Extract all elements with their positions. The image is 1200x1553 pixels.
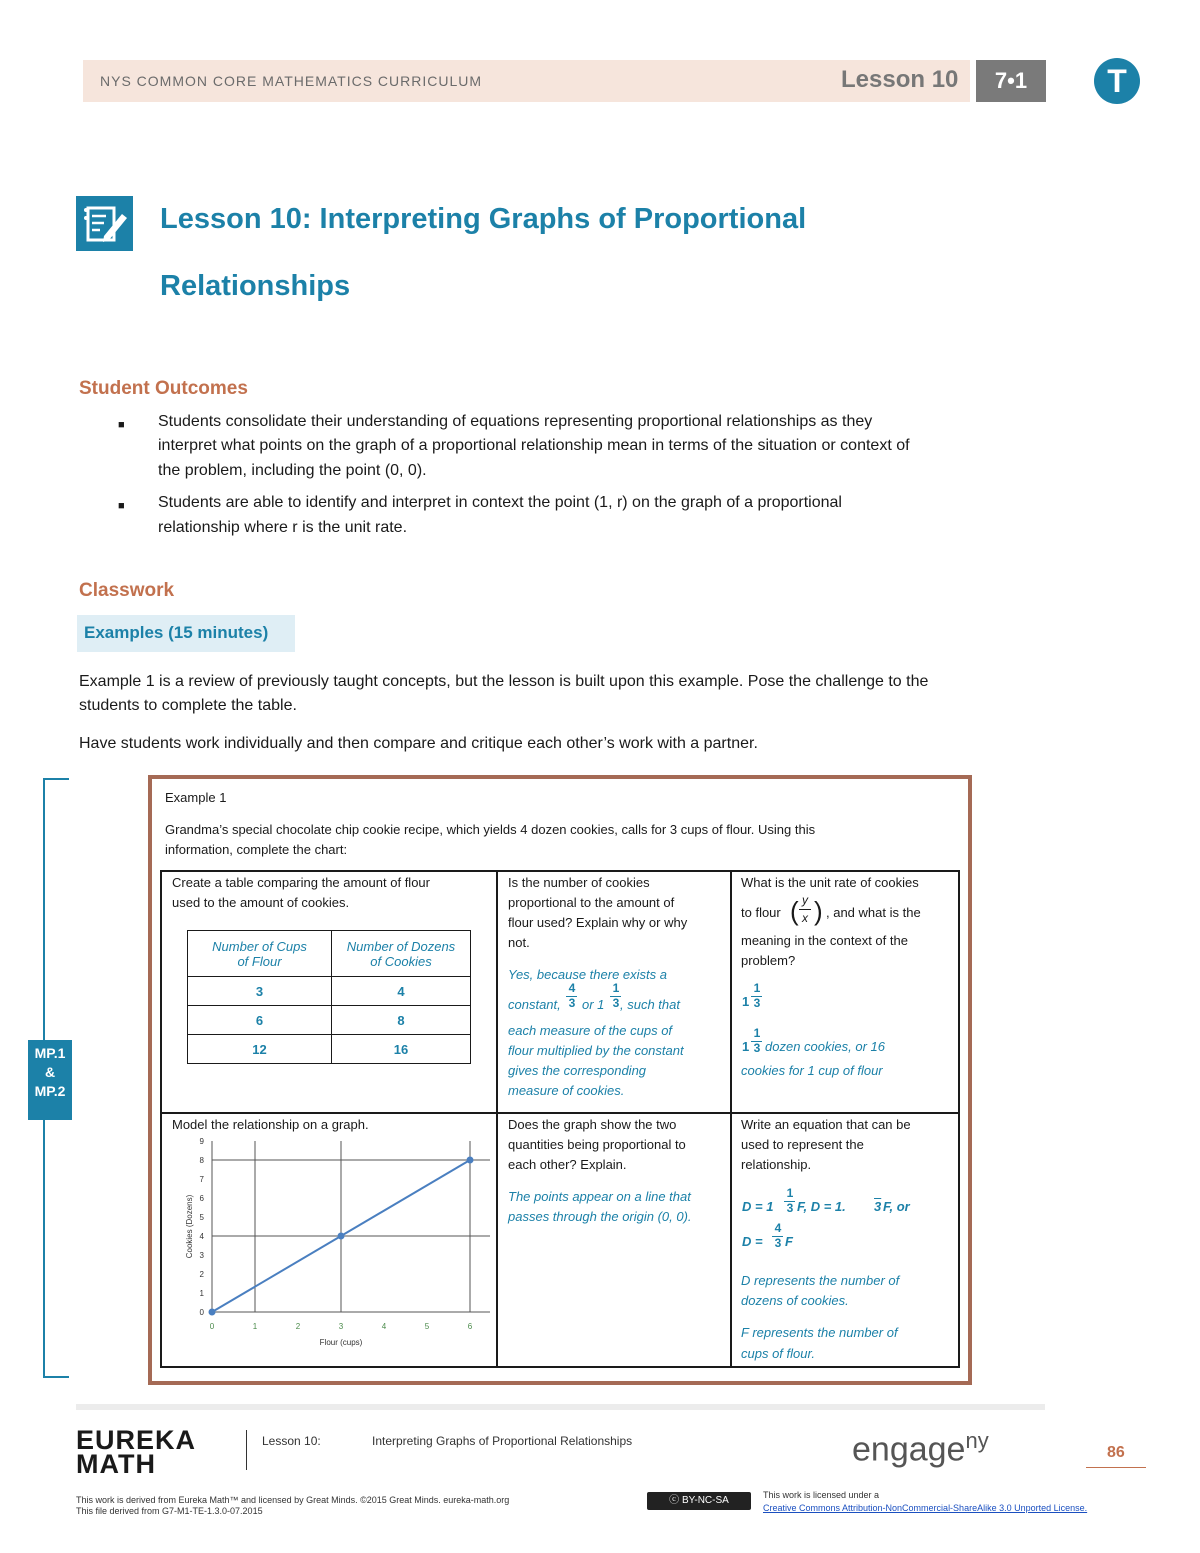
cell2-answer-line4: flour multiplied by the constant: [508, 1043, 684, 1058]
footer-lesson-label: Lesson 10:: [262, 1434, 321, 1448]
cell6-d-line1: D represents the number of: [741, 1273, 900, 1288]
cell4-prompt: Model the relationship on a graph.: [172, 1117, 369, 1132]
header-lesson: Lesson 10: [841, 66, 959, 93]
cell6-f-line1: F represents the number of: [741, 1325, 898, 1340]
cell5-question-line2: quantities being proportional to: [508, 1137, 686, 1152]
paren-left: (: [790, 896, 799, 926]
frac-numerator: 1: [612, 981, 620, 995]
cell3-answer-whole: 1: [742, 994, 750, 1009]
table-cell: 6: [188, 1006, 332, 1035]
equation1-part-c: F, or: [883, 1199, 910, 1214]
y-tick-label: 7: [199, 1175, 204, 1184]
lesson-title-line2: Relationships: [160, 270, 351, 302]
footer-divider: [246, 1430, 247, 1470]
classwork-para2: Have students work individually and then compare and critique each other’s work with a partner.: [79, 735, 758, 752]
cell3-question-line2b: , and what is the: [826, 905, 921, 920]
equation2-part-a: D =: [742, 1234, 763, 1249]
cell5-answer-line2: passes through the origin (0, 0).: [508, 1209, 692, 1224]
outcome-2-line2: relationship where r is the unit rate.: [158, 519, 408, 536]
mp-standards-badge: [28, 1040, 72, 1120]
classwork-para1-line2: students to complete the table.: [79, 697, 297, 714]
cell1-prompt-line1: Create a table comparing the amount of flour: [172, 875, 430, 890]
cell6-d-line2: dozens of cookies.: [741, 1293, 849, 1308]
mp-ampersand: &: [44, 1064, 56, 1080]
table-cell: 12: [188, 1035, 332, 1064]
table-header-cups: Number of Cups of Flour: [188, 931, 332, 977]
x-axis-label: Flour (cups): [319, 1338, 363, 1347]
derivation-note-line2: This file derived from G7-M1-TE-1.3.0-07.2015: [76, 1506, 263, 1516]
outcome-2-line1: Students are able to identify and interpret in context the point (1, r) on the graph of a proportional: [158, 494, 842, 511]
license-link[interactable]: Creative Commons Attribution-NonCommercial-ShareAlike 3.0 Unported License.: [763, 1503, 1088, 1513]
y-tick-label: 9: [199, 1137, 204, 1146]
example-label: Example 1: [165, 790, 227, 805]
x-tick-label: 0: [209, 1322, 215, 1331]
mp2-label: MP.2: [34, 1083, 66, 1099]
classwork-heading: Classwork: [79, 580, 175, 601]
x-tick-label: 4: [381, 1322, 387, 1331]
cell2-answer-line1: Yes, because there exists a: [508, 967, 667, 982]
grid-line: [730, 870, 732, 1368]
example-intro-line2: information, complete the chart:: [165, 842, 348, 857]
cell5-question-line1: Does the graph show the two: [508, 1117, 677, 1132]
equation1-part-b: F, D = 1.: [797, 1199, 846, 1214]
frac-denominator: 3: [568, 996, 576, 1010]
engage-ny-logo: engage$^{ny}$: [852, 1428, 989, 1469]
x-tick-label: 1: [252, 1322, 258, 1331]
license-note: This work is licensed under a: [763, 1490, 880, 1500]
footer-rule: [76, 1404, 1045, 1410]
mp1-label: MP.1: [34, 1045, 66, 1061]
y-tick-label: 8: [199, 1156, 204, 1165]
cell2-answer-line2a: constant,: [508, 997, 561, 1012]
y-tick-label: 5: [199, 1213, 204, 1222]
cell3-question-line3: meaning in the context of the: [741, 933, 908, 948]
frac-denominator: 3: [774, 1236, 782, 1250]
y-tick-label: 3: [199, 1251, 204, 1260]
outcome-1-line1: Students consolidate their understanding of equations representing proportional relationships as they: [158, 413, 873, 430]
x-tick-label: 2: [295, 1322, 301, 1331]
y-axis-label: Cookies (Dozens): [185, 1194, 194, 1259]
proportional-graph: [170, 1134, 495, 1352]
y-tick-label: 0: [199, 1308, 204, 1317]
cell1-prompt-line2: used to the amount of cookies.: [172, 895, 350, 910]
data-point: [209, 1309, 216, 1316]
cc-license-badge: ⓒ BY-NC-SA: [647, 1492, 751, 1510]
cell2-question-line1: Is the number of cookies: [508, 875, 650, 890]
frac-denominator: 3: [753, 996, 761, 1010]
table-cell: 8: [332, 1006, 471, 1035]
cell3-answer3: cookies for 1 cup of flour: [741, 1063, 883, 1078]
repeating-digit: 3: [874, 1199, 882, 1214]
equation2-part-b: F: [785, 1234, 793, 1249]
cell2-question-line3: flour used? Explain why or why: [508, 915, 688, 930]
lesson-notebook-icon: [76, 196, 133, 251]
page-number-rule: [1086, 1467, 1146, 1468]
example-intro-line1: Grandma’s special chocolate chip cookie recipe, which yields 4 dozen cookies, calls for 3 cups of flour. Using this: [165, 822, 816, 837]
cell2-answer-line5: gives the corresponding: [508, 1063, 647, 1078]
grid-line: [958, 870, 960, 1368]
outcome-1-line2: interpret what points on the graph of a proportional relationship mean in terms of the situation or context of: [158, 437, 910, 454]
table-cell: 3: [188, 977, 332, 1006]
cell2-answer-line2c: , such that: [620, 997, 680, 1012]
student-outcomes-heading: Student Outcomes: [79, 378, 248, 399]
cell6-question-line1: Write an equation that can be: [741, 1117, 911, 1132]
grid-line: [160, 1366, 960, 1368]
lesson-title-line1: Lesson 10: Interpreting Graphs of Proportional: [160, 203, 807, 235]
frac-denominator: 3: [753, 1041, 761, 1055]
cell3-question-line4: problem?: [741, 953, 796, 968]
frac-numerator: 4: [774, 1221, 782, 1235]
cell6-f-line2: cups of flour.: [741, 1346, 815, 1361]
table-cell: 4: [332, 977, 471, 1006]
grade-badge: 7•1: [976, 60, 1046, 102]
page-number: 86: [1107, 1444, 1125, 1461]
data-point: [338, 1233, 345, 1240]
cell2-answer-line2b: or 1: [582, 997, 605, 1012]
frac-denominator: 3: [612, 996, 620, 1010]
cell3-question-line2a: to flour: [741, 905, 781, 920]
frac-numerator: 1: [753, 981, 761, 995]
x-tick-label: 6: [467, 1322, 473, 1331]
grid-line: [496, 870, 498, 1368]
y-tick-label: 4: [199, 1232, 204, 1241]
eureka-math-logo: EUREKA MATH: [76, 1425, 197, 1479]
cell5-answer-line1: The points appear on a line that: [508, 1189, 691, 1204]
derivation-note-line1: This work is derived from Eureka Math™ and licensed by Great Minds. ©2015 Great Minds. eureka-math.org: [76, 1495, 510, 1505]
bullet-icon: ■: [118, 419, 125, 431]
outcome-1-line3: the problem, including the point (0, 0).: [158, 462, 427, 479]
cell2-question-line2: proportional to the amount of: [508, 895, 675, 910]
y-tick-label: 2: [199, 1270, 204, 1279]
bullet-icon: ■: [118, 500, 125, 512]
paren-right: ): [814, 896, 823, 926]
frac-numerator: 1: [786, 1186, 794, 1200]
frac-numerator: 1: [753, 1026, 761, 1040]
cell2-answer-line6: measure of cookies.: [508, 1083, 625, 1098]
fraction-bar: [799, 909, 811, 910]
examples-label: Examples (15 minutes): [84, 623, 269, 642]
flour-cookies-table: [187, 930, 471, 1064]
y-tick-label: 1: [199, 1289, 204, 1298]
cell6-question-line2: used to represent the: [741, 1137, 864, 1152]
cell6-question-line3: relationship.: [741, 1157, 812, 1172]
table-cell: 16: [332, 1035, 471, 1064]
cell3-question-line1: What is the unit rate of cookies: [741, 875, 919, 890]
equation1-part-a: D = 1: [742, 1199, 774, 1214]
footer-lesson-title: Interpreting Graphs of Proportional Relationships: [372, 1434, 633, 1448]
curriculum-title: NYS COMMON CORE MATHEMATICS CURRICULUM: [100, 73, 483, 89]
cell2-question-line4: not.: [508, 935, 530, 950]
grid-line: [160, 1112, 960, 1114]
cell2-answer-line3: each measure of the cups of: [508, 1023, 673, 1038]
cell5-question-line3: each other? Explain.: [508, 1157, 627, 1172]
cc-icon: ⓒ: [669, 1495, 682, 1506]
y-tick-label: 6: [199, 1194, 204, 1203]
frac-numerator: 4: [568, 981, 576, 995]
frac-denominator: 3: [786, 1201, 794, 1215]
table-header-dozens: Number of Dozens of Cookies: [332, 931, 471, 977]
teacher-badge: T: [1094, 58, 1140, 104]
classwork-para1-line1: Example 1 is a review of previously taught concepts, but the lesson is built upon this example. Pose the challenge to the: [79, 673, 929, 690]
x-tick-label: 5: [424, 1322, 430, 1331]
x-tick-label: 3: [338, 1322, 344, 1331]
cell3-answer2-whole: 1: [742, 1039, 750, 1054]
frac-numerator: y: [802, 893, 808, 907]
frac-denominator: x: [802, 911, 808, 925]
cell3-answer2-text: dozen cookies, or 16: [765, 1039, 885, 1054]
grid-line: [160, 870, 162, 1368]
grid-line: [160, 870, 960, 872]
data-point: [467, 1157, 474, 1164]
